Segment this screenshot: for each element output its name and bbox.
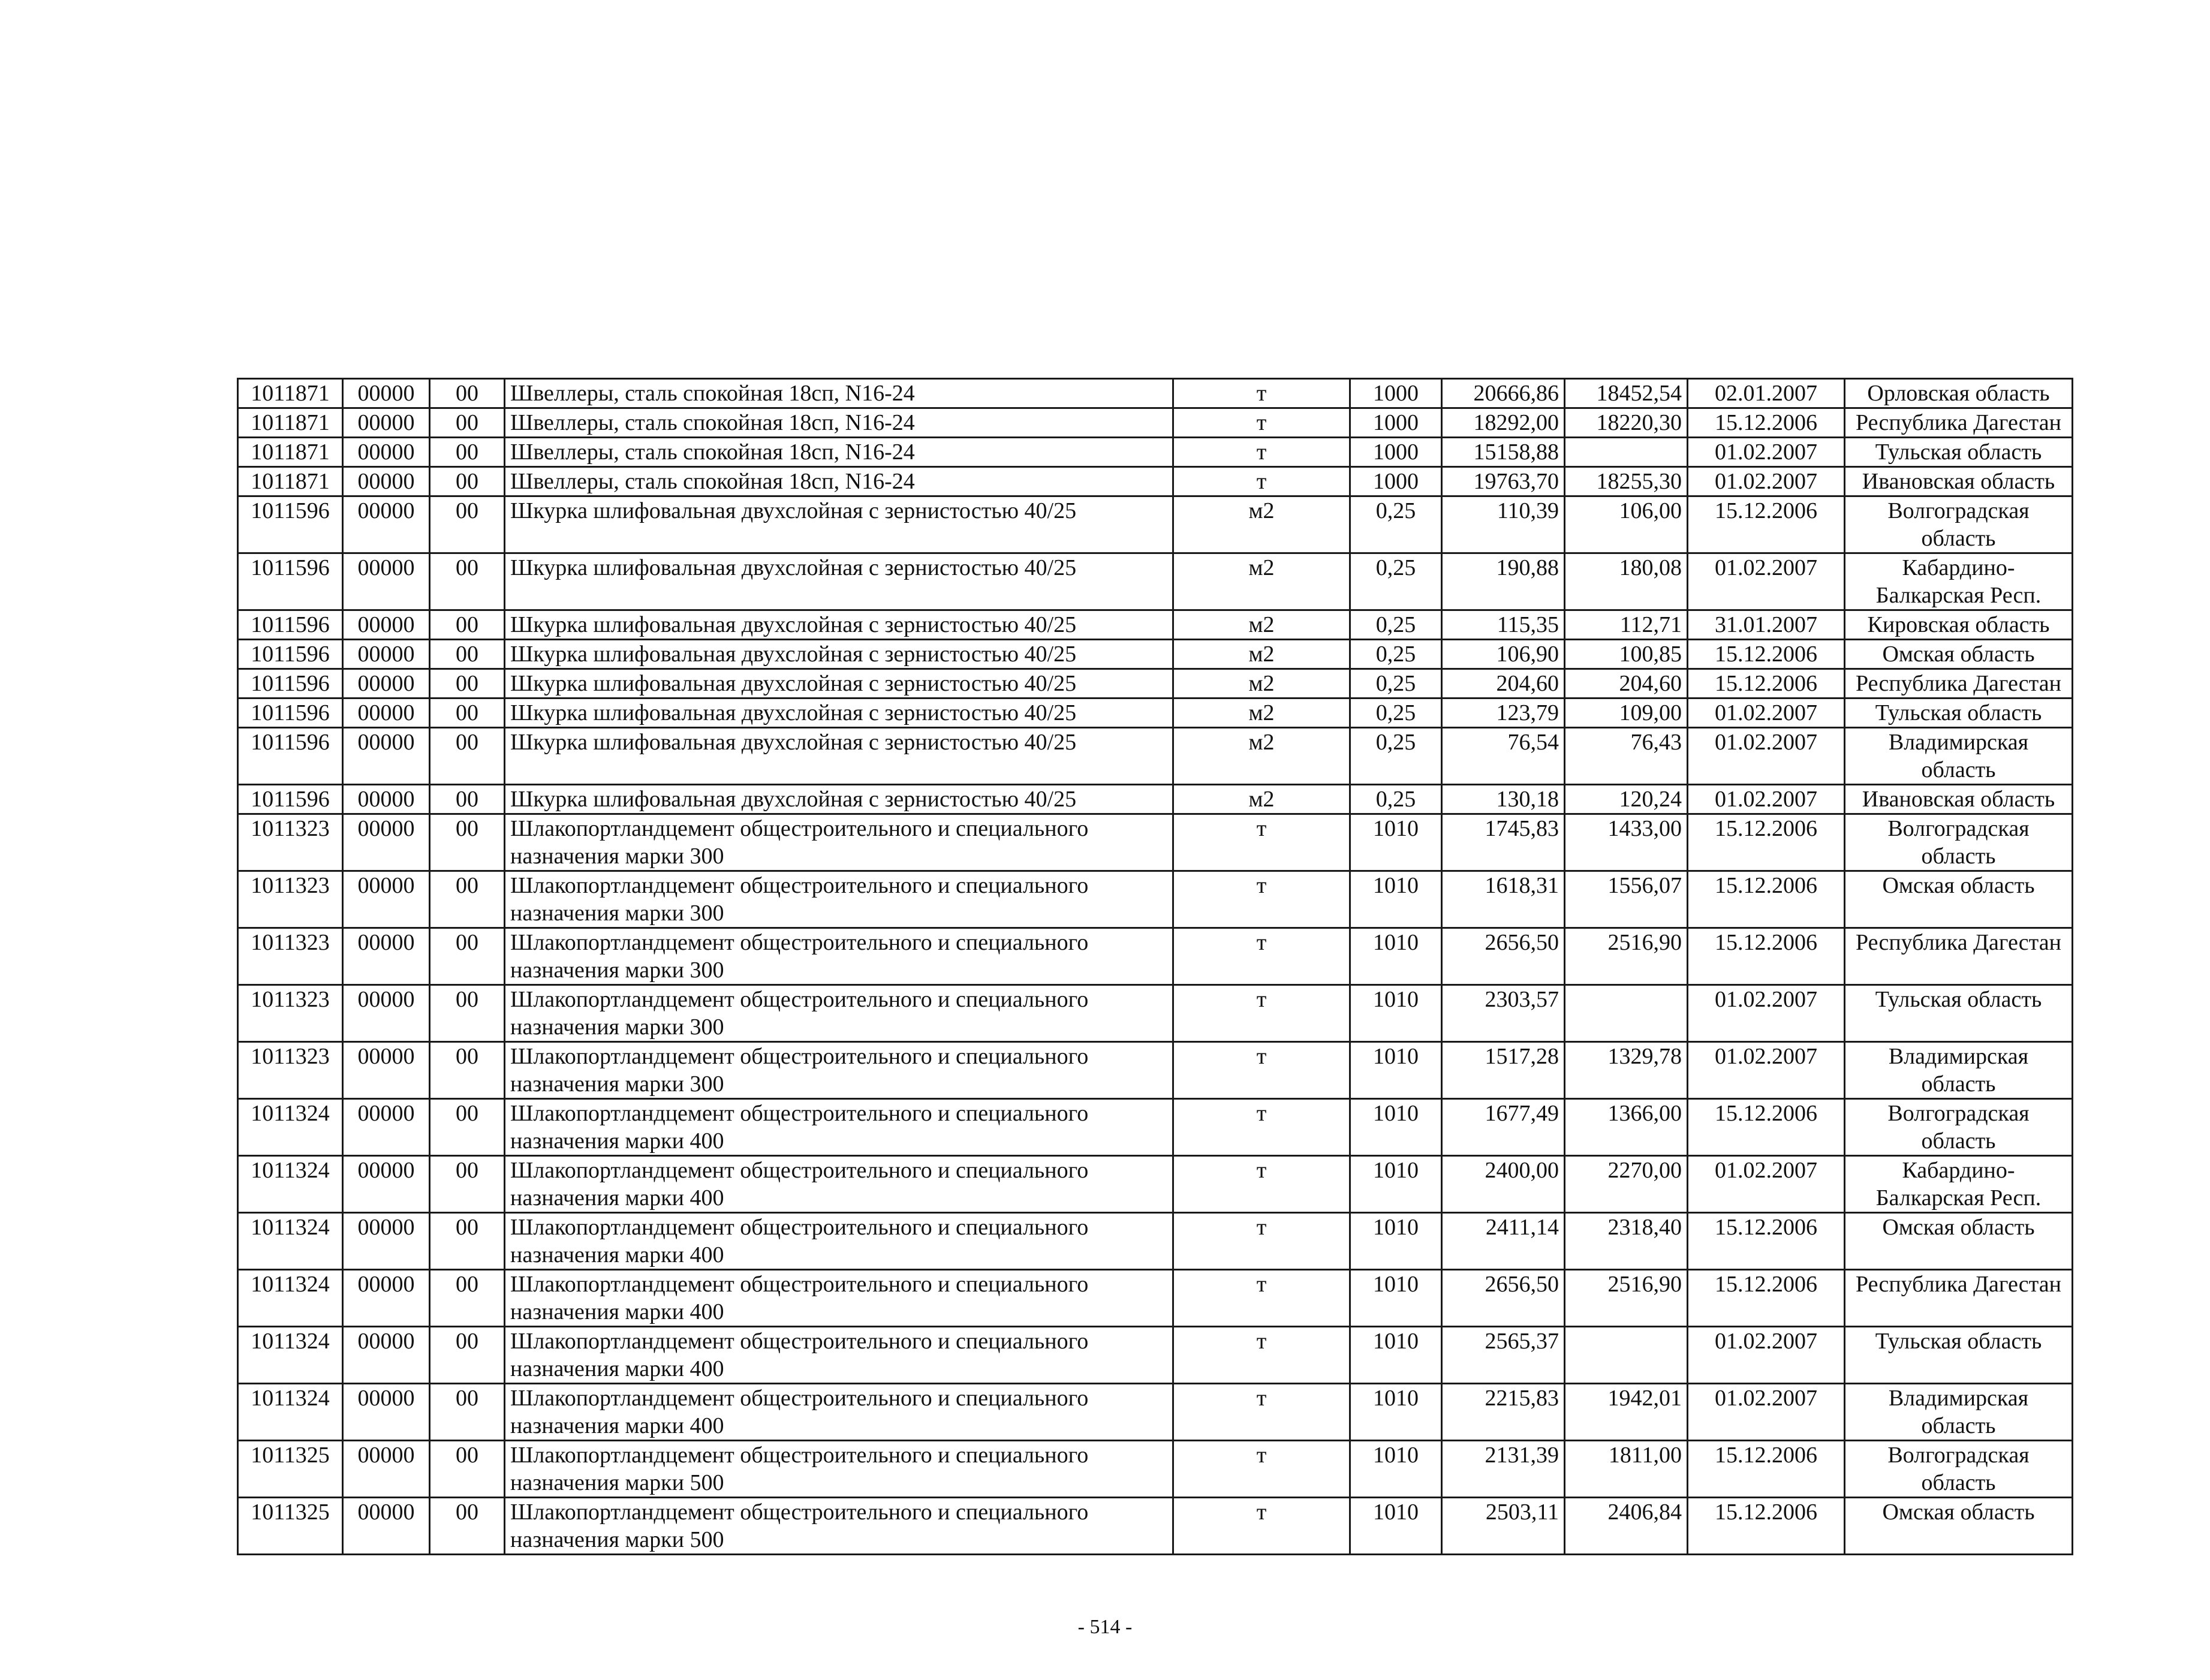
table-row bbox=[238, 728, 2073, 785]
price-net-cell: 180,08 bbox=[1565, 553, 1688, 610]
table-row bbox=[238, 553, 2073, 610]
price-net-cell: 76,43 bbox=[1565, 728, 1688, 785]
price-net-cell: 1329,78 bbox=[1565, 1042, 1688, 1099]
product-name-cell: Шлакопортландцемент общестроительного и специального назначения марки 500 bbox=[505, 1441, 1173, 1498]
quantity-cell: 1000 bbox=[1350, 408, 1442, 438]
price-cell: 110,39 bbox=[1442, 496, 1565, 553]
product-code-cell: 1011323 bbox=[238, 871, 343, 928]
region-cell: Тульская область bbox=[1845, 699, 2073, 728]
quantity-cell: 1010 bbox=[1350, 1213, 1442, 1270]
quantity-cell: 0,25 bbox=[1350, 640, 1442, 669]
unit-cell: т bbox=[1173, 985, 1350, 1042]
table-row bbox=[238, 1099, 2073, 1156]
quantity-cell: 0,25 bbox=[1350, 669, 1442, 699]
product-code-cell: 1011324 bbox=[238, 1099, 343, 1156]
extension-cell: 00 bbox=[430, 985, 505, 1042]
product-code-cell: 1011871 bbox=[238, 408, 343, 438]
table-row bbox=[238, 699, 2073, 728]
table-row bbox=[238, 1498, 2073, 1555]
price-net-cell: 2318,40 bbox=[1565, 1213, 1688, 1270]
subcode-cell: 00000 bbox=[343, 814, 430, 871]
quantity-cell: 1010 bbox=[1350, 985, 1442, 1042]
price-cell: 2215,83 bbox=[1442, 1384, 1565, 1441]
product-code-cell: 1011871 bbox=[238, 438, 343, 467]
unit-cell: т bbox=[1173, 1042, 1350, 1099]
table-row bbox=[238, 1270, 2073, 1327]
product-code-cell: 1011325 bbox=[238, 1441, 343, 1498]
region-cell: Орловская область bbox=[1845, 379, 2073, 408]
table-row bbox=[238, 669, 2073, 699]
extension-cell: 00 bbox=[430, 1327, 505, 1384]
product-code-cell: 1011596 bbox=[238, 785, 343, 814]
unit-cell: т bbox=[1173, 1384, 1350, 1441]
price-cell: 15158,88 bbox=[1442, 438, 1565, 467]
quantity-cell: 1010 bbox=[1350, 1441, 1442, 1498]
price-net-cell: 1811,00 bbox=[1565, 1441, 1688, 1498]
product-code-cell: 1011324 bbox=[238, 1327, 343, 1384]
table-row bbox=[238, 379, 2073, 408]
subcode-cell: 00000 bbox=[343, 1327, 430, 1384]
date-cell: 15.12.2006 bbox=[1688, 871, 1845, 928]
table-row bbox=[238, 1327, 2073, 1384]
price-cell: 1677,49 bbox=[1442, 1099, 1565, 1156]
subcode-cell: 00000 bbox=[343, 928, 430, 985]
region-cell: Волгоградская область bbox=[1845, 1099, 2073, 1156]
table-row bbox=[238, 785, 2073, 814]
product-code-cell: 1011596 bbox=[238, 699, 343, 728]
unit-cell: т bbox=[1173, 871, 1350, 928]
quantity-cell: 1000 bbox=[1350, 467, 1442, 496]
unit-cell: т bbox=[1173, 1441, 1350, 1498]
extension-cell: 00 bbox=[430, 928, 505, 985]
unit-cell: т bbox=[1173, 1213, 1350, 1270]
table-row bbox=[238, 1213, 2073, 1270]
date-cell: 15.12.2006 bbox=[1688, 1498, 1845, 1555]
product-code-cell: 1011324 bbox=[238, 1213, 343, 1270]
region-cell: Омская область bbox=[1845, 871, 2073, 928]
table-row bbox=[238, 1042, 2073, 1099]
table-body bbox=[238, 379, 2073, 1555]
quantity-cell: 1010 bbox=[1350, 1498, 1442, 1555]
date-cell: 15.12.2006 bbox=[1688, 928, 1845, 985]
quantity-cell: 1000 bbox=[1350, 438, 1442, 467]
unit-cell: м2 bbox=[1173, 728, 1350, 785]
product-name-cell: Шкурка шлифовальная двухслойная с зернистостью 40/25 bbox=[505, 496, 1173, 553]
unit-cell: т bbox=[1173, 1156, 1350, 1213]
extension-cell: 00 bbox=[430, 553, 505, 610]
subcode-cell: 00000 bbox=[343, 640, 430, 669]
quantity-cell: 1010 bbox=[1350, 928, 1442, 985]
table-row bbox=[238, 640, 2073, 669]
price-cell: 190,88 bbox=[1442, 553, 1565, 610]
unit-cell: т bbox=[1173, 814, 1350, 871]
date-cell: 15.12.2006 bbox=[1688, 669, 1845, 699]
extension-cell: 00 bbox=[430, 728, 505, 785]
product-code-cell: 1011324 bbox=[238, 1270, 343, 1327]
date-cell: 15.12.2006 bbox=[1688, 1099, 1845, 1156]
price-net-cell bbox=[1565, 438, 1688, 467]
extension-cell: 00 bbox=[430, 814, 505, 871]
product-code-cell: 1011871 bbox=[238, 467, 343, 496]
price-cell: 18292,00 bbox=[1442, 408, 1565, 438]
quantity-cell: 1010 bbox=[1350, 814, 1442, 871]
date-cell: 01.02.2007 bbox=[1688, 553, 1845, 610]
extension-cell: 00 bbox=[430, 1384, 505, 1441]
price-net-cell: 100,85 bbox=[1565, 640, 1688, 669]
extension-cell: 00 bbox=[430, 408, 505, 438]
extension-cell: 00 bbox=[430, 669, 505, 699]
price-cell: 115,35 bbox=[1442, 610, 1565, 640]
product-code-cell: 1011596 bbox=[238, 669, 343, 699]
region-cell: Владимирская область bbox=[1845, 1042, 2073, 1099]
price-cell: 123,79 bbox=[1442, 699, 1565, 728]
extension-cell: 00 bbox=[430, 871, 505, 928]
date-cell: 02.01.2007 bbox=[1688, 379, 1845, 408]
unit-cell: м2 bbox=[1173, 699, 1350, 728]
price-net-cell: 2516,90 bbox=[1565, 1270, 1688, 1327]
region-cell: Тульская область bbox=[1845, 985, 2073, 1042]
date-cell: 15.12.2006 bbox=[1688, 640, 1845, 669]
region-cell: Республика Дагестан bbox=[1845, 408, 2073, 438]
price-cell: 2503,11 bbox=[1442, 1498, 1565, 1555]
region-cell: Омская область bbox=[1845, 1498, 2073, 1555]
table-row bbox=[238, 467, 2073, 496]
table-row bbox=[238, 871, 2073, 928]
date-cell: 15.12.2006 bbox=[1688, 496, 1845, 553]
subcode-cell: 00000 bbox=[343, 728, 430, 785]
price-net-cell: 109,00 bbox=[1565, 699, 1688, 728]
unit-cell: т bbox=[1173, 928, 1350, 985]
unit-cell: м2 bbox=[1173, 496, 1350, 553]
product-name-cell: Шкурка шлифовальная двухслойная с зернистостью 40/25 bbox=[505, 785, 1173, 814]
date-cell: 01.02.2007 bbox=[1688, 1156, 1845, 1213]
extension-cell: 00 bbox=[430, 438, 505, 467]
quantity-cell: 1010 bbox=[1350, 1156, 1442, 1213]
table-row bbox=[238, 814, 2073, 871]
region-cell: Республика Дагестан bbox=[1845, 928, 2073, 985]
product-code-cell: 1011871 bbox=[238, 379, 343, 408]
date-cell: 15.12.2006 bbox=[1688, 408, 1845, 438]
price-net-cell: 120,24 bbox=[1565, 785, 1688, 814]
product-code-cell: 1011596 bbox=[238, 610, 343, 640]
product-name-cell: Швеллеры, сталь спокойная 18сп, N16-24 bbox=[505, 438, 1173, 467]
subcode-cell: 00000 bbox=[343, 408, 430, 438]
product-name-cell: Шлакопортландцемент общестроительного и специального назначения марки 400 bbox=[505, 1327, 1173, 1384]
product-code-cell: 1011596 bbox=[238, 553, 343, 610]
subcode-cell: 00000 bbox=[343, 669, 430, 699]
price-net-cell bbox=[1565, 1327, 1688, 1384]
price-cell: 130,18 bbox=[1442, 785, 1565, 814]
extension-cell: 00 bbox=[430, 496, 505, 553]
date-cell: 01.02.2007 bbox=[1688, 467, 1845, 496]
date-cell: 01.02.2007 bbox=[1688, 699, 1845, 728]
table-row bbox=[238, 1156, 2073, 1213]
product-name-cell: Шлакопортландцемент общестроительного и специального назначения марки 300 bbox=[505, 985, 1173, 1042]
product-name-cell: Шкурка шлифовальная двухслойная с зернистостью 40/25 bbox=[505, 699, 1173, 728]
subcode-cell: 00000 bbox=[343, 610, 430, 640]
table-row bbox=[238, 1441, 2073, 1498]
date-cell: 15.12.2006 bbox=[1688, 814, 1845, 871]
region-cell: Омская область bbox=[1845, 640, 2073, 669]
extension-cell: 00 bbox=[430, 1042, 505, 1099]
price-cell: 2411,14 bbox=[1442, 1213, 1565, 1270]
table-row bbox=[238, 1384, 2073, 1441]
subcode-cell: 00000 bbox=[343, 496, 430, 553]
product-code-cell: 1011596 bbox=[238, 728, 343, 785]
region-cell: Кабардино-Балкарская Респ. bbox=[1845, 553, 2073, 610]
table-row bbox=[238, 928, 2073, 985]
region-cell: Ивановская область bbox=[1845, 467, 2073, 496]
quantity-cell: 0,25 bbox=[1350, 728, 1442, 785]
price-net-cell: 2270,00 bbox=[1565, 1156, 1688, 1213]
table-row bbox=[238, 408, 2073, 438]
product-code-cell: 1011323 bbox=[238, 985, 343, 1042]
unit-cell: т bbox=[1173, 1099, 1350, 1156]
product-code-cell: 1011325 bbox=[238, 1498, 343, 1555]
product-code-cell: 1011596 bbox=[238, 496, 343, 553]
product-code-cell: 1011323 bbox=[238, 1042, 343, 1099]
price-cell: 19763,70 bbox=[1442, 467, 1565, 496]
price-net-cell: 112,71 bbox=[1565, 610, 1688, 640]
subcode-cell: 00000 bbox=[343, 1270, 430, 1327]
subcode-cell: 00000 bbox=[343, 553, 430, 610]
price-cell: 2303,57 bbox=[1442, 985, 1565, 1042]
unit-cell: м2 bbox=[1173, 785, 1350, 814]
product-name-cell: Шкурка шлифовальная двухслойная с зернистостью 40/25 bbox=[505, 553, 1173, 610]
quantity-cell: 1010 bbox=[1350, 871, 1442, 928]
unit-cell: т bbox=[1173, 379, 1350, 408]
product-name-cell: Шкурка шлифовальная двухслойная с зернистостью 40/25 bbox=[505, 640, 1173, 669]
table-row bbox=[238, 438, 2073, 467]
product-code-cell: 1011596 bbox=[238, 640, 343, 669]
price-cell: 2400,00 bbox=[1442, 1156, 1565, 1213]
unit-cell: т bbox=[1173, 467, 1350, 496]
date-cell: 15.12.2006 bbox=[1688, 1213, 1845, 1270]
region-cell: Тульская область bbox=[1845, 438, 2073, 467]
region-cell: Волгоградская область bbox=[1845, 814, 2073, 871]
quantity-cell: 0,25 bbox=[1350, 785, 1442, 814]
subcode-cell: 00000 bbox=[343, 985, 430, 1042]
date-cell: 01.02.2007 bbox=[1688, 728, 1845, 785]
price-table bbox=[237, 378, 2073, 1555]
date-cell: 01.02.2007 bbox=[1688, 1384, 1845, 1441]
page-number: - 514 - bbox=[1077, 1616, 1133, 1638]
region-cell: Владимирская область bbox=[1845, 1384, 2073, 1441]
price-net-cell: 2516,90 bbox=[1565, 928, 1688, 985]
price-net-cell: 18220,30 bbox=[1565, 408, 1688, 438]
unit-cell: т bbox=[1173, 438, 1350, 467]
product-name-cell: Шлакопортландцемент общестроительного и специального назначения марки 300 bbox=[505, 814, 1173, 871]
table-row bbox=[238, 985, 2073, 1042]
unit-cell: м2 bbox=[1173, 640, 1350, 669]
date-cell: 01.02.2007 bbox=[1688, 1327, 1845, 1384]
product-name-cell: Шлакопортландцемент общестроительного и специального назначения марки 300 bbox=[505, 871, 1173, 928]
date-cell: 01.02.2007 bbox=[1688, 1042, 1845, 1099]
product-name-cell: Шлакопортландцемент общестроительного и специального назначения марки 500 bbox=[505, 1498, 1173, 1555]
product-name-cell: Шлакопортландцемент общестроительного и специального назначения марки 400 bbox=[505, 1156, 1173, 1213]
quantity-cell: 1010 bbox=[1350, 1099, 1442, 1156]
price-net-cell: 1433,00 bbox=[1565, 814, 1688, 871]
subcode-cell: 00000 bbox=[343, 871, 430, 928]
price-cell: 20666,86 bbox=[1442, 379, 1565, 408]
price-cell: 2656,50 bbox=[1442, 928, 1565, 985]
price-net-cell bbox=[1565, 985, 1688, 1042]
product-name-cell: Швеллеры, сталь спокойная 18сп, N16-24 bbox=[505, 467, 1173, 496]
quantity-cell: 1000 bbox=[1350, 379, 1442, 408]
price-cell: 2656,50 bbox=[1442, 1270, 1565, 1327]
region-cell: Республика Дагестан bbox=[1845, 669, 2073, 699]
subcode-cell: 00000 bbox=[343, 1498, 430, 1555]
product-code-cell: 1011324 bbox=[238, 1156, 343, 1213]
extension-cell: 00 bbox=[430, 379, 505, 408]
quantity-cell: 1010 bbox=[1350, 1384, 1442, 1441]
unit-cell: т bbox=[1173, 408, 1350, 438]
date-cell: 31.01.2007 bbox=[1688, 610, 1845, 640]
date-cell: 15.12.2006 bbox=[1688, 1441, 1845, 1498]
product-name-cell: Швеллеры, сталь спокойная 18сп, N16-24 bbox=[505, 379, 1173, 408]
product-name-cell: Шкурка шлифовальная двухслойная с зернистостью 40/25 bbox=[505, 610, 1173, 640]
quantity-cell: 1010 bbox=[1350, 1327, 1442, 1384]
subcode-cell: 00000 bbox=[343, 438, 430, 467]
price-cell: 2565,37 bbox=[1442, 1327, 1565, 1384]
subcode-cell: 00000 bbox=[343, 1213, 430, 1270]
date-cell: 01.02.2007 bbox=[1688, 785, 1845, 814]
quantity-cell: 1010 bbox=[1350, 1042, 1442, 1099]
price-cell: 1618,31 bbox=[1442, 871, 1565, 928]
subcode-cell: 00000 bbox=[343, 467, 430, 496]
product-code-cell: 1011324 bbox=[238, 1384, 343, 1441]
subcode-cell: 00000 bbox=[343, 1441, 430, 1498]
price-net-cell: 18452,54 bbox=[1565, 379, 1688, 408]
subcode-cell: 00000 bbox=[343, 1156, 430, 1213]
region-cell: Владимирская область bbox=[1845, 728, 2073, 785]
date-cell: 15.12.2006 bbox=[1688, 1270, 1845, 1327]
region-cell: Республика Дагестан bbox=[1845, 1270, 2073, 1327]
extension-cell: 00 bbox=[430, 1441, 505, 1498]
price-cell: 106,90 bbox=[1442, 640, 1565, 669]
product-name-cell: Шлакопортландцемент общестроительного и специального назначения марки 400 bbox=[505, 1384, 1173, 1441]
quantity-cell: 1010 bbox=[1350, 1270, 1442, 1327]
region-cell: Кабардино-Балкарская Респ. bbox=[1845, 1156, 2073, 1213]
extension-cell: 00 bbox=[430, 785, 505, 814]
unit-cell: т bbox=[1173, 1498, 1350, 1555]
region-cell: Кировская область bbox=[1845, 610, 2073, 640]
quantity-cell: 0,25 bbox=[1350, 553, 1442, 610]
price-net-cell: 1366,00 bbox=[1565, 1099, 1688, 1156]
extension-cell: 00 bbox=[430, 467, 505, 496]
unit-cell: т bbox=[1173, 1270, 1350, 1327]
extension-cell: 00 bbox=[430, 699, 505, 728]
subcode-cell: 00000 bbox=[343, 379, 430, 408]
unit-cell: м2 bbox=[1173, 610, 1350, 640]
product-name-cell: Шлакопортландцемент общестроительного и специального назначения марки 300 bbox=[505, 928, 1173, 985]
region-cell: Омская область bbox=[1845, 1213, 2073, 1270]
table-row bbox=[238, 610, 2073, 640]
product-name-cell: Шлакопортландцемент общестроительного и специального назначения марки 300 bbox=[505, 1042, 1173, 1099]
product-name-cell: Шлакопортландцемент общестроительного и специального назначения марки 400 bbox=[505, 1270, 1173, 1327]
unit-cell: м2 bbox=[1173, 553, 1350, 610]
subcode-cell: 00000 bbox=[343, 1099, 430, 1156]
price-cell: 2131,39 bbox=[1442, 1441, 1565, 1498]
region-cell: Ивановская область bbox=[1845, 785, 2073, 814]
unit-cell: т bbox=[1173, 1327, 1350, 1384]
extension-cell: 00 bbox=[430, 1270, 505, 1327]
subcode-cell: 00000 bbox=[343, 1042, 430, 1099]
product-name-cell: Шлакопортландцемент общестроительного и специального назначения марки 400 bbox=[505, 1099, 1173, 1156]
price-cell: 1745,83 bbox=[1442, 814, 1565, 871]
price-net-cell: 106,00 bbox=[1565, 496, 1688, 553]
table-row bbox=[238, 496, 2073, 553]
subcode-cell: 00000 bbox=[343, 699, 430, 728]
subcode-cell: 00000 bbox=[343, 785, 430, 814]
product-code-cell: 1011323 bbox=[238, 928, 343, 985]
extension-cell: 00 bbox=[430, 1099, 505, 1156]
product-name-cell: Шкурка шлифовальная двухслойная с зернистостью 40/25 bbox=[505, 669, 1173, 699]
quantity-cell: 0,25 bbox=[1350, 496, 1442, 553]
product-name-cell: Швеллеры, сталь спокойная 18сп, N16-24 bbox=[505, 408, 1173, 438]
product-code-cell: 1011323 bbox=[238, 814, 343, 871]
region-cell: Волгоградская область bbox=[1845, 1441, 2073, 1498]
extension-cell: 00 bbox=[430, 610, 505, 640]
extension-cell: 00 bbox=[430, 1156, 505, 1213]
quantity-cell: 0,25 bbox=[1350, 610, 1442, 640]
extension-cell: 00 bbox=[430, 1213, 505, 1270]
price-cell: 76,54 bbox=[1442, 728, 1565, 785]
price-net-cell: 204,60 bbox=[1565, 669, 1688, 699]
date-cell: 01.02.2007 bbox=[1688, 438, 1845, 467]
unit-cell: м2 bbox=[1173, 669, 1350, 699]
product-name-cell: Шкурка шлифовальная двухслойная с зернистостью 40/25 bbox=[505, 728, 1173, 785]
price-cell: 1517,28 bbox=[1442, 1042, 1565, 1099]
extension-cell: 00 bbox=[430, 1498, 505, 1555]
price-net-cell: 2406,84 bbox=[1565, 1498, 1688, 1555]
price-net-cell: 18255,30 bbox=[1565, 467, 1688, 496]
extension-cell: 00 bbox=[430, 640, 505, 669]
quantity-cell: 0,25 bbox=[1350, 699, 1442, 728]
region-cell: Тульская область bbox=[1845, 1327, 2073, 1384]
price-net-cell: 1556,07 bbox=[1565, 871, 1688, 928]
product-name-cell: Шлакопортландцемент общестроительного и специального назначения марки 400 bbox=[505, 1213, 1173, 1270]
price-cell: 204,60 bbox=[1442, 669, 1565, 699]
date-cell: 01.02.2007 bbox=[1688, 985, 1845, 1042]
subcode-cell: 00000 bbox=[343, 1384, 430, 1441]
region-cell: Волгоградская область bbox=[1845, 496, 2073, 553]
price-net-cell: 1942,01 bbox=[1565, 1384, 1688, 1441]
